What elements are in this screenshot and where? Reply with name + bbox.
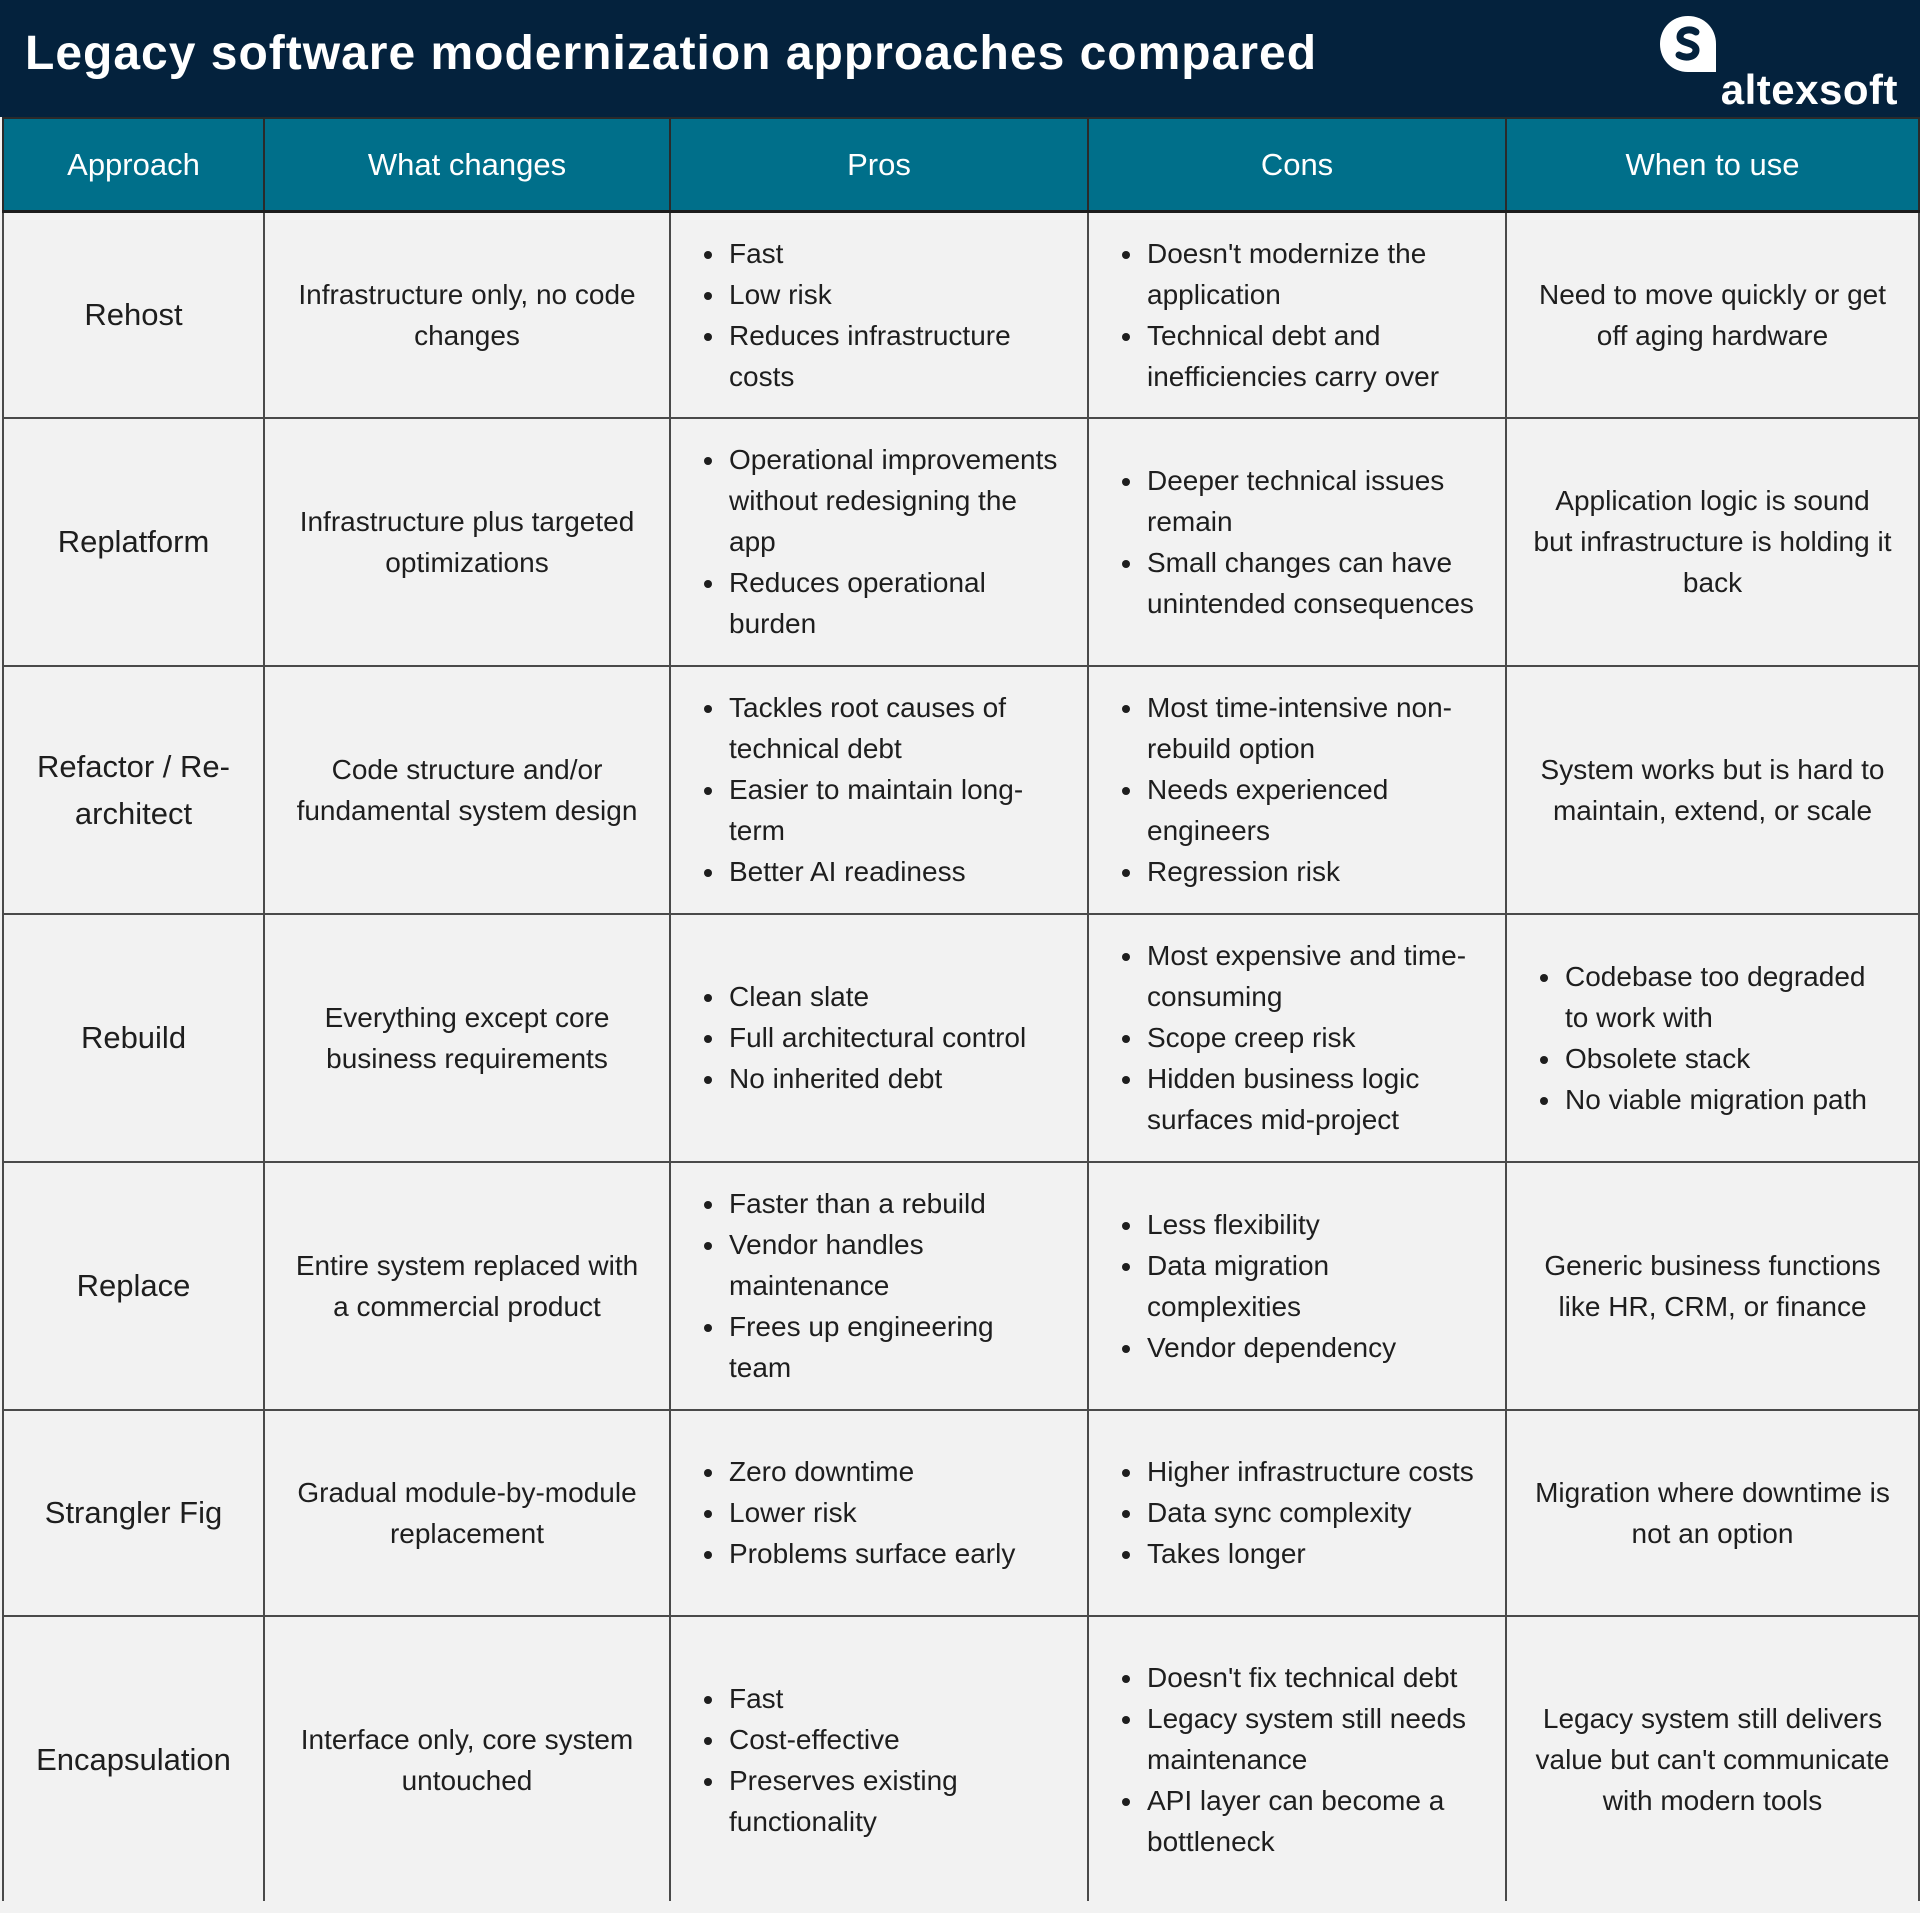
cons-item: • Technical debt and inefficiencies carry over xyxy=(1145,315,1479,397)
cons-item: • Deeper technical issues remain xyxy=(1145,460,1479,542)
pros-cell xyxy=(670,1162,1088,1410)
pros-item: • No inherited debt xyxy=(727,1058,1061,1099)
cons-item: • Regression risk xyxy=(1145,851,1479,892)
altexsoft-logo-icon xyxy=(1656,12,1720,76)
pros-item: • Lower risk xyxy=(727,1492,1061,1533)
when-to-use-cell: Migration where downtime is not an option xyxy=(1506,1410,1919,1616)
column-header-pros: Pros xyxy=(670,118,1088,212)
cons-item: • Needs experienced engineers xyxy=(1145,769,1479,851)
what-changes-cell: Everything except core business requirements xyxy=(264,914,670,1162)
bottom-margin xyxy=(0,1901,1920,1913)
cons-cell xyxy=(1088,1410,1506,1616)
brand-logo xyxy=(1658,10,1898,113)
comparison-table xyxy=(2,117,1920,1905)
logo-wordmark: altexsoft xyxy=(1720,66,1898,113)
when-to-use-cell: System works but is hard to maintain, extend, or scale xyxy=(1506,666,1919,914)
approach-cell: Rebuild xyxy=(3,914,264,1162)
pros-item: • Zero downtime xyxy=(727,1451,1061,1492)
table-row-replatform xyxy=(3,418,1919,666)
what-changes-cell: Interface only, core system untouched xyxy=(264,1616,670,1904)
page-title: Legacy software modernization approaches compared xyxy=(25,27,1318,80)
cons-item: • Scope creep risk xyxy=(1145,1017,1479,1058)
cons-item: • Hidden business logic surfaces mid-project xyxy=(1145,1058,1479,1140)
pros-item: • Operational improvements without redesigning the app xyxy=(727,439,1061,562)
pros-item: • Faster than a rebuild xyxy=(727,1183,1061,1224)
approach-cell: Replace xyxy=(3,1162,264,1410)
when-to-use-item: • No viable migration path xyxy=(1563,1079,1892,1120)
pros-cell xyxy=(670,1616,1088,1904)
table-row-strangler-fig xyxy=(3,1410,1919,1616)
cons-item: • Small changes can have unintended consequences xyxy=(1145,542,1479,624)
cons-cell xyxy=(1088,212,1506,418)
pros-cell xyxy=(670,212,1088,418)
what-changes-cell: Entire system replaced with a commercial product xyxy=(264,1162,670,1410)
when-to-use-cell: Application logic is sound but infrastructure is holding it back xyxy=(1506,418,1919,666)
cons-item: • Data sync complexity xyxy=(1145,1492,1479,1533)
what-changes-cell: Infrastructure only, no code changes xyxy=(264,212,670,418)
approach-cell: Replatform xyxy=(3,418,264,666)
pros-item: • Full architectural control xyxy=(727,1017,1061,1058)
header-bar xyxy=(0,0,1920,117)
cons-item: • Takes longer xyxy=(1145,1533,1479,1574)
pros-item: • Vendor handles maintenance xyxy=(727,1224,1061,1306)
when-to-use-cell: Need to move quickly or get off aging hardware xyxy=(1506,212,1919,418)
cons-cell xyxy=(1088,1616,1506,1904)
pros-item: • Reduces infrastructure costs xyxy=(727,315,1061,397)
pros-item: • Tackles root causes of technical debt xyxy=(727,687,1061,769)
when-to-use-cell: Legacy system still delivers value but can't communicate with modern tools xyxy=(1506,1616,1919,1904)
cons-item: • Higher infrastructure costs xyxy=(1145,1451,1479,1492)
pros-item: • Better AI readiness xyxy=(727,851,1061,892)
approach-cell: Refactor / Re-architect xyxy=(3,666,264,914)
cons-item: • Less flexibility xyxy=(1145,1204,1479,1245)
pros-item: • Fast xyxy=(727,233,1061,274)
cons-item: • Legacy system still needs maintenance xyxy=(1145,1698,1479,1780)
table-row-replace xyxy=(3,1162,1919,1410)
column-header-what-changes: What changes xyxy=(264,118,670,212)
cons-item: • Data migration complexities xyxy=(1145,1245,1479,1327)
cons-item: • Most time-intensive non-rebuild option xyxy=(1145,687,1479,769)
pros-item: • Problems surface early xyxy=(727,1533,1061,1574)
cons-cell xyxy=(1088,666,1506,914)
column-header-when-to-use: When to use xyxy=(1506,118,1919,212)
approach-cell: Rehost xyxy=(3,212,264,418)
pros-cell xyxy=(670,418,1088,666)
table-row-rebuild xyxy=(3,914,1919,1162)
when-to-use-item: • Obsolete stack xyxy=(1563,1038,1892,1079)
when-to-use-cell xyxy=(1506,914,1919,1162)
what-changes-cell: Gradual module-by-module replacement xyxy=(264,1410,670,1616)
table-row-rehost xyxy=(3,212,1919,418)
pros-item: • Clean slate xyxy=(727,976,1061,1017)
what-changes-cell: Code structure and/or fundamental system design xyxy=(264,666,670,914)
cons-item: • Doesn't modernize the application xyxy=(1145,233,1479,315)
cons-item: • Most expensive and time-consuming xyxy=(1145,935,1479,1017)
pros-cell xyxy=(670,1410,1088,1616)
cons-item: • API layer can become a bottleneck xyxy=(1145,1780,1479,1862)
approach-cell: Strangler Fig xyxy=(3,1410,264,1616)
column-header-approach: Approach xyxy=(3,118,264,212)
pros-cell xyxy=(670,914,1088,1162)
pros-item: • Cost-effective xyxy=(727,1719,1061,1760)
cons-cell xyxy=(1088,418,1506,666)
pros-item: • Easier to maintain long-term xyxy=(727,769,1061,851)
cons-cell xyxy=(1088,914,1506,1162)
cons-item: • Doesn't fix technical debt xyxy=(1145,1657,1479,1698)
pros-item: • Fast xyxy=(727,1678,1061,1719)
what-changes-cell: Infrastructure plus targeted optimizations xyxy=(264,418,670,666)
table-header-row xyxy=(3,118,1919,212)
pros-item: • Low risk xyxy=(727,274,1061,315)
pros-item: • Frees up engineering team xyxy=(727,1306,1061,1388)
pros-cell xyxy=(670,666,1088,914)
pros-item: • Preserves existing functionality xyxy=(727,1760,1061,1842)
cons-cell xyxy=(1088,1162,1506,1410)
table-row-encapsulation xyxy=(3,1616,1919,1904)
column-header-cons: Cons xyxy=(1088,118,1506,212)
pros-item: • Reduces operational burden xyxy=(727,562,1061,644)
approach-cell: Encapsulation xyxy=(3,1616,264,1904)
cons-item: • Vendor dependency xyxy=(1145,1327,1479,1368)
table-row-refactor xyxy=(3,666,1919,914)
when-to-use-item: • Codebase too degraded to work with xyxy=(1563,956,1892,1038)
when-to-use-cell: Generic business functions like HR, CRM, or finance xyxy=(1506,1162,1919,1410)
